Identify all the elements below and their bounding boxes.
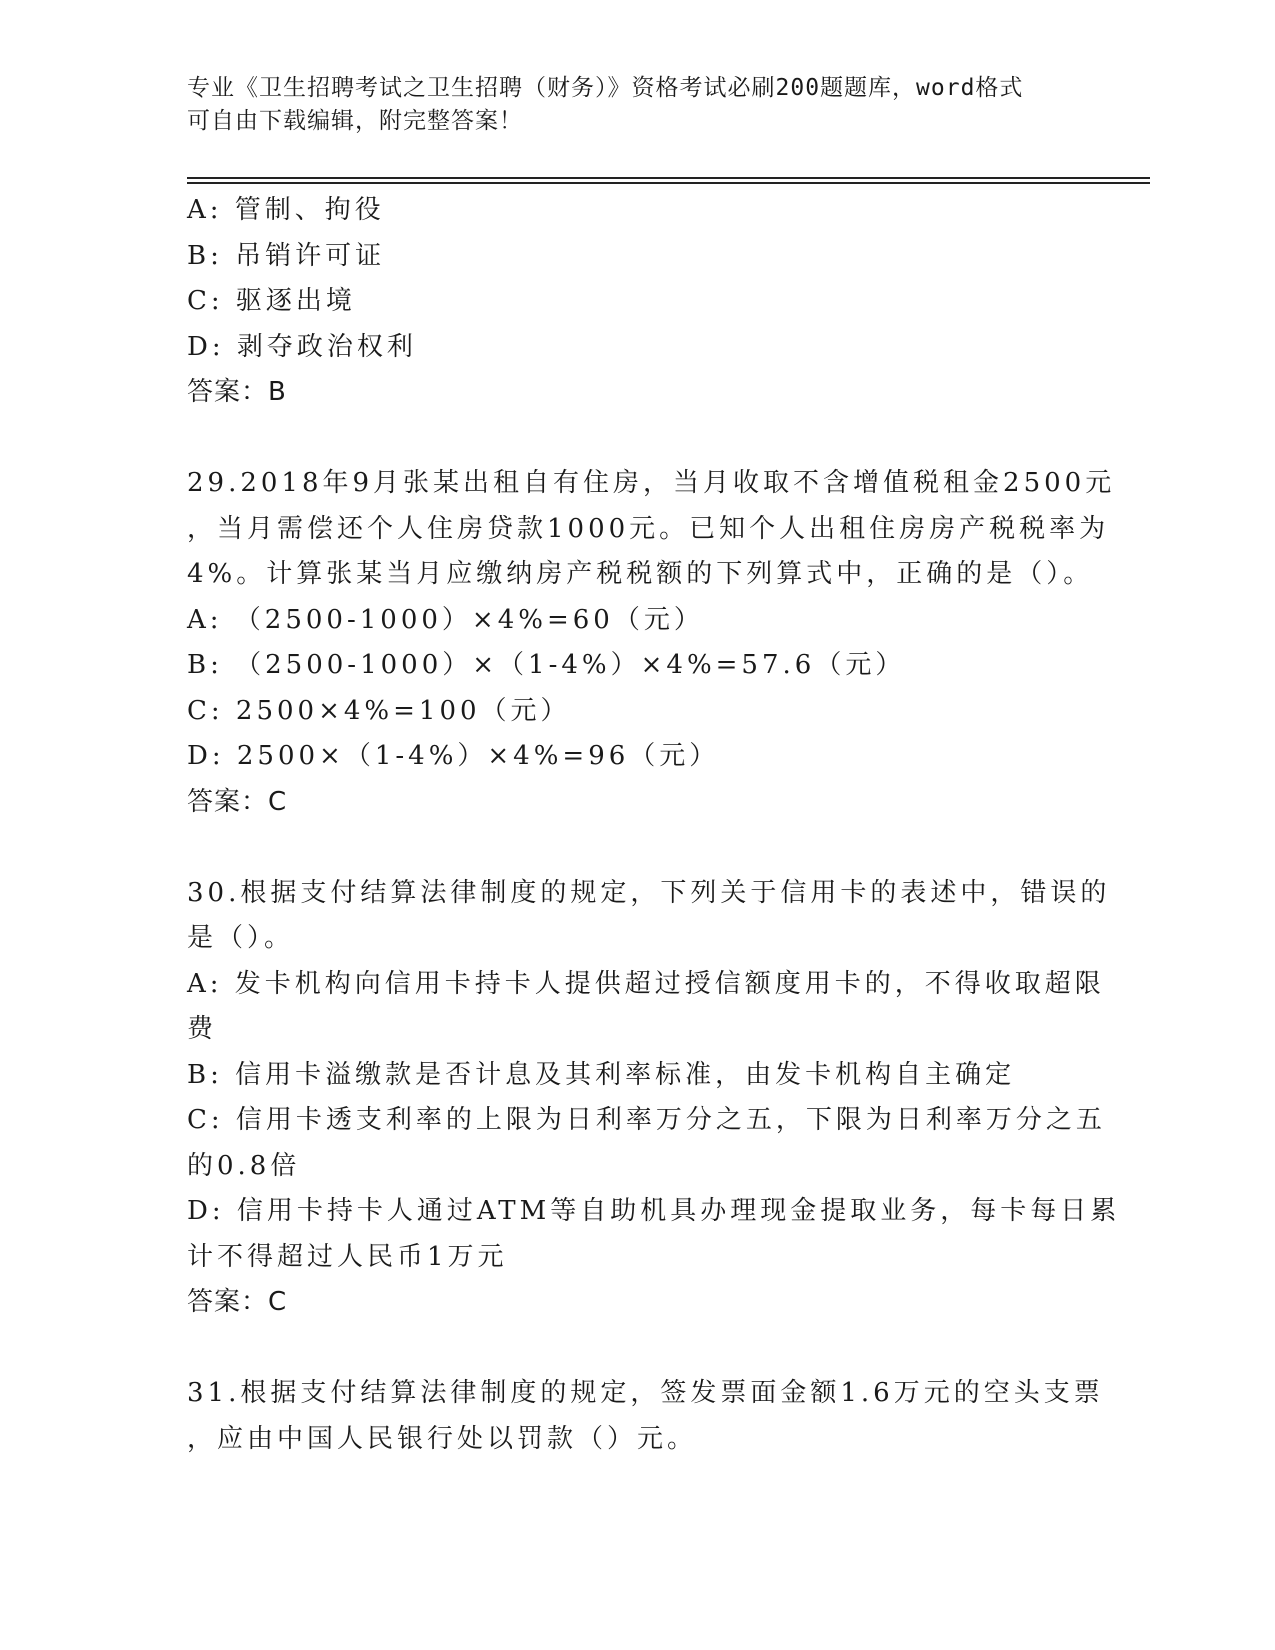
question-31-stem-line-2: ，应由中国人民银行处以罚款（）元。 [187, 1423, 698, 1454]
option-c: C: 驱逐出境 [187, 286, 356, 316]
answer-28: 答案：B [187, 377, 287, 407]
question-30-stem-line-1: 30.根据支付结算法律制度的规定，下列关于信用卡的表述中，错误的 [187, 877, 1111, 908]
option-d: D: 剥夺政治权利 [187, 331, 417, 362]
spacer [187, 1326, 1087, 1372]
option-c-continued: 的0.8倍 [187, 1150, 301, 1181]
header-rule-bottom [187, 182, 1150, 184]
option-a: A: 管制、拘役 [187, 195, 385, 225]
option-d: D: 2500×（1-4%）×4%=96（元） [187, 741, 720, 771]
option-c: C: 2500×4%=100（元） [187, 695, 571, 726]
question-28-options [187, 188, 1087, 416]
question-29-stem-line-1: 29.2018年9月张某出租自有住房，当月收取不含增值税租金2500元 [187, 468, 1116, 498]
option-d-continued: 计不得超过人民币1万元 [187, 1241, 508, 1272]
question-content [187, 188, 1121, 1462]
option-c: C: 信用卡透支利率的上限为日利率万分之五，下限为日利率万分之五 [187, 1105, 1106, 1135]
answer-29: 答案：C [187, 786, 288, 817]
option-b: B: 吊销许可证 [187, 240, 386, 271]
question-29 [187, 461, 1116, 825]
option-a: A: （2500-1000）×4%=60（元） [187, 604, 704, 635]
option-b: B: 信用卡溢缴款是否计息及其利率标准，由发卡机构自主确定 [187, 1059, 1016, 1090]
question-30 [187, 871, 1121, 1326]
header-line-2: 可自由下载编辑，附完整答案！ [187, 108, 523, 134]
answer-30: 答案：C [187, 1287, 288, 1317]
spacer [187, 416, 1087, 462]
header-line-1: 专业《卫生招聘考试之卫生招聘（财务）》资格考试必刷200题题库，word格式 [187, 75, 1024, 101]
option-b: B: （2500-1000）×（1-4%）×4%=57.6（元） [187, 650, 906, 680]
question-30-stem-line-2: 是（）。 [187, 923, 295, 953]
option-d: D: 信用卡持卡人通过ATM等自助机具办理现金提取业务，每卡每日累 [187, 1196, 1121, 1226]
spacer [187, 825, 1087, 871]
option-a-continued: 费 [187, 1014, 218, 1044]
document-header [187, 72, 1087, 138]
option-a: A: 发卡机构向信用卡持卡人提供超过授信额度用卡的，不得收取超限 [187, 968, 1105, 999]
header-rule-top [187, 177, 1150, 179]
question-31 [187, 1371, 1104, 1462]
question-29-stem-line-3: 4%。计算张某当月应缴纳房产税税额的下列算式中，正确的是（）。 [187, 559, 1094, 589]
question-31-stem-line-1: 31.根据支付结算法律制度的规定，签发票面金额1.6万元的空头支票 [187, 1378, 1104, 1408]
question-29-stem-line-2: ，当月需偿还个人住房贷款1000元。已知个人出租住房房产税税率为 [187, 513, 1110, 544]
